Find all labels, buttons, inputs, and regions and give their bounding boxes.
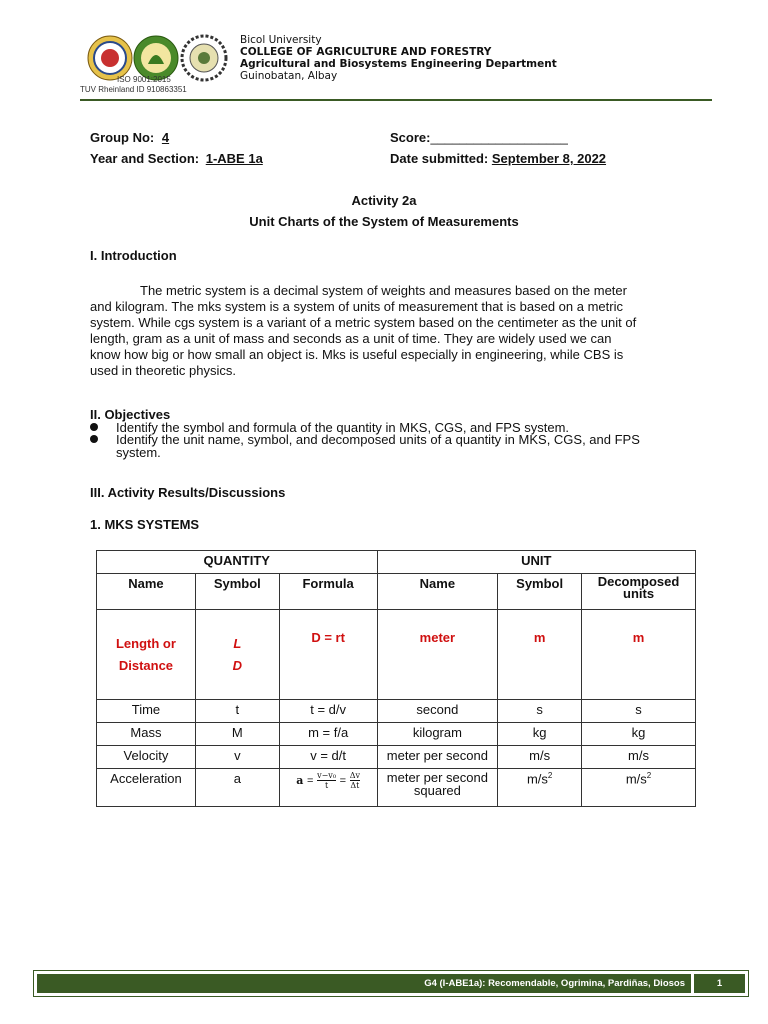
page-number: 1 bbox=[694, 974, 745, 993]
cell-formula: t = d/v bbox=[279, 700, 377, 723]
table-row bbox=[97, 769, 696, 807]
col-unit-name: Name bbox=[377, 574, 498, 610]
objectives-heading: II. Objectives bbox=[90, 407, 171, 422]
engineering-seal-icon bbox=[182, 36, 226, 80]
intro-heading: I. Introduction bbox=[90, 248, 177, 263]
cell-decomposed: m/s bbox=[582, 746, 696, 769]
cell-symbol: v bbox=[195, 746, 279, 769]
table-group-header bbox=[97, 551, 696, 574]
table-row bbox=[97, 610, 696, 700]
page-footer bbox=[33, 970, 749, 997]
cell-decomposed bbox=[582, 769, 696, 807]
cell-unit-symbol: m bbox=[498, 610, 582, 700]
cell-unit-name bbox=[377, 769, 498, 807]
formula-equals: = bbox=[339, 774, 347, 787]
table-row bbox=[97, 746, 696, 769]
score-field bbox=[390, 130, 568, 145]
unit-group-header: UNIT bbox=[377, 551, 695, 574]
cell-symbol: t bbox=[195, 700, 279, 723]
mks-heading: 1. MKS SYSTEMS bbox=[90, 517, 200, 532]
table-row bbox=[97, 723, 696, 746]
header-line-4: Guinobatan, Albay bbox=[240, 70, 338, 82]
cell-formula: v = d/t bbox=[279, 746, 377, 769]
table-row bbox=[97, 700, 696, 723]
year-label: Year and Section: bbox=[90, 151, 200, 166]
distance-label: Distance bbox=[118, 657, 174, 673]
formula-a: a bbox=[296, 773, 304, 787]
cell-unit-symbol: kg bbox=[498, 723, 582, 746]
fraction-denominator: Δt bbox=[350, 781, 360, 790]
intro-line-6: used in theoretic physics. bbox=[90, 363, 236, 378]
objective-2-text: Identify the unit name, symbol, and decomposed units of a quantity in MKS, CGS, and FPS bbox=[116, 432, 640, 447]
cell-decomposed: m bbox=[582, 610, 696, 700]
iso-certification: ISO 9001:2015 bbox=[117, 75, 171, 84]
col-formula: Formula bbox=[279, 574, 377, 610]
cell-unit-symbol: s bbox=[498, 700, 582, 723]
score-value: ___________________ bbox=[430, 130, 568, 145]
date-field bbox=[390, 151, 606, 166]
cell-quantity-name: Acceleration bbox=[97, 769, 196, 807]
intro-line-1: The metric system is a decimal system of weights and measures based on the meter bbox=[140, 283, 627, 298]
fraction-numerator: v−v₀ bbox=[317, 771, 337, 780]
fraction-denominator: t bbox=[324, 781, 329, 790]
symbol-l: L bbox=[233, 635, 242, 651]
intro-line-5: know how big or how small an object is. Mks is useful especially in engineering, while CBS is bbox=[90, 347, 624, 362]
date-value: September 8, 2022 bbox=[491, 151, 607, 166]
bullet-icon bbox=[90, 423, 98, 431]
unit-line-2: squared bbox=[413, 783, 461, 798]
footer-authors: G4 (I-ABE1a): Recomendable, Ogrimina, Pardiñas, Diosos bbox=[37, 974, 691, 993]
length-label: Length or bbox=[115, 635, 176, 651]
bicol-university-seal-icon bbox=[88, 36, 132, 80]
col-symbol: Symbol bbox=[195, 574, 279, 610]
table-column-header bbox=[97, 574, 696, 610]
intro-paragraph bbox=[90, 283, 682, 379]
cell-symbol: a bbox=[195, 769, 279, 807]
institution-header bbox=[240, 34, 557, 82]
objective-2-continuation: system. bbox=[116, 445, 161, 460]
cell-quantity-name: Velocity bbox=[97, 746, 196, 769]
formula-fraction-1 bbox=[317, 771, 336, 790]
cell-decomposed: s bbox=[582, 700, 696, 723]
results-heading: III. Activity Results/Discussions bbox=[90, 485, 286, 500]
cell-unit-name: meter per second bbox=[377, 746, 498, 769]
group-field bbox=[90, 130, 177, 145]
objective-1-text: Identify the symbol and formula of the quantity in MKS, CGS, and FPS system. bbox=[116, 420, 570, 435]
group-label: Group No: bbox=[90, 130, 155, 145]
cell-unit-symbol bbox=[498, 769, 582, 807]
date-label: Date submitted: bbox=[390, 151, 489, 166]
header-line-3: Agricultural and Biosystems Engineering Department bbox=[240, 58, 557, 70]
year-section-field bbox=[90, 151, 275, 166]
cell-unit-symbol: m/s bbox=[498, 746, 582, 769]
agriculture-forestry-seal-icon bbox=[134, 36, 178, 80]
formula-fraction-2 bbox=[350, 771, 360, 790]
unit-symbol-base: m/s bbox=[526, 771, 548, 787]
header-line-2: COLLEGE OF AGRICULTURE AND FORESTRY bbox=[240, 46, 492, 58]
formula-equals: = bbox=[307, 774, 314, 787]
year-value: 1-ABE 1a bbox=[205, 151, 263, 166]
cell-unit-name: second bbox=[377, 700, 498, 723]
cell-quantity-name bbox=[97, 610, 196, 700]
header-line-1: Bicol University bbox=[240, 34, 322, 46]
objective-item-2 bbox=[90, 433, 640, 446]
unit-symbol-exponent: 2 bbox=[547, 771, 553, 780]
cell-decomposed: kg bbox=[582, 723, 696, 746]
cell-quantity-name: Time bbox=[97, 700, 196, 723]
unit-line-1: meter per second bbox=[386, 770, 488, 785]
cell-quantity-name: Mass bbox=[97, 723, 196, 746]
mks-table bbox=[96, 550, 696, 807]
cell-symbol bbox=[195, 610, 279, 700]
activity-subtitle: Unit Charts of the System of Measurements bbox=[249, 214, 519, 229]
intro-line-4: length, gram as a unit of mass and seconds as a unit of time. They are widely used we can bbox=[90, 331, 612, 346]
cell-formula: m = f/a bbox=[279, 723, 377, 746]
cell-formula: D = rt bbox=[279, 610, 377, 700]
score-label: Score: bbox=[390, 130, 431, 145]
quantity-group-header: QUANTITY bbox=[97, 551, 378, 574]
cell-symbol: M bbox=[195, 723, 279, 746]
intro-line-3: system. While cgs system is a variant of a metric system based on the centimeter as the unit of bbox=[90, 315, 637, 330]
cell-formula bbox=[279, 769, 377, 807]
group-value: 4 bbox=[161, 130, 170, 145]
col-name: Name bbox=[97, 574, 196, 610]
cell-unit-name: kilogram bbox=[377, 723, 498, 746]
decomposed-exponent: 2 bbox=[646, 771, 652, 780]
decomposed-base: m/s bbox=[625, 771, 647, 787]
activity-title: Activity 2a bbox=[351, 193, 417, 208]
fraction-numerator: Δv bbox=[349, 771, 361, 780]
header-rule bbox=[80, 99, 712, 101]
bullet-icon bbox=[90, 435, 98, 443]
intro-line-2: and kilogram. The mks system is a system of units of measurement that is based on a metric bbox=[90, 299, 623, 314]
col-unit-symbol: Symbol bbox=[498, 574, 582, 610]
col-decomposed-units: Decomposed units bbox=[582, 574, 696, 610]
tuv-id: TUV Rheinland ID 910863351 bbox=[80, 85, 187, 94]
symbol-d: D bbox=[232, 657, 242, 673]
cell-unit-name: meter bbox=[377, 610, 498, 700]
